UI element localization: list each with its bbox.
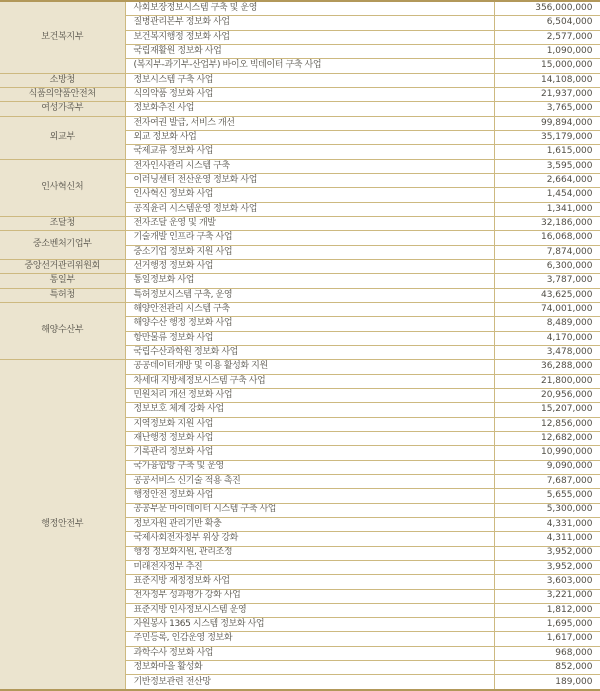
amount-cell: 6,300,000: [494, 259, 600, 273]
amount-cell: 15,000,000: [494, 59, 600, 73]
department-cell: 해양수산부: [0, 302, 125, 359]
project-name-cell: 기반정보관련 전산망: [125, 675, 494, 690]
amount-cell: 74,001,000: [494, 302, 600, 316]
amount-cell: 3,595,000: [494, 159, 600, 173]
amount-cell: 3,478,000: [494, 345, 600, 359]
amount-cell: 4,311,000: [494, 532, 600, 546]
project-name-cell: 특허정보시스템 구축, 운영: [125, 288, 494, 302]
project-name-cell: 중소기업 정보화 지원 사업: [125, 245, 494, 259]
project-name-cell: 자원봉사 1365 시스템 정보화 사업: [125, 618, 494, 632]
project-name-cell: 해양수산 행정 정보화 사업: [125, 317, 494, 331]
table-row: [0, 259, 600, 273]
amount-cell: 8,489,000: [494, 317, 600, 331]
project-name-cell: 공공데이터개방 및 이용 활성화 지원: [125, 360, 494, 374]
project-name-cell: 과학수사 정보화 사업: [125, 646, 494, 660]
project-name-cell: 국제교류 정보화 사업: [125, 145, 494, 159]
department-cell: 소방청: [0, 73, 125, 87]
amount-cell: 12,856,000: [494, 417, 600, 431]
project-name-cell: 통일정보화 사업: [125, 274, 494, 288]
project-name-cell: 국가융합망 구축 및 운영: [125, 460, 494, 474]
project-name-cell: 공공서비스 신기술 적용 촉진: [125, 474, 494, 488]
table-row: [0, 1, 600, 16]
project-name-cell: 공직윤리 시스템운영 정보화 사업: [125, 202, 494, 216]
amount-cell: 2,577,000: [494, 30, 600, 44]
amount-cell: 1,695,000: [494, 618, 600, 632]
amount-cell: 5,300,000: [494, 503, 600, 517]
amount-cell: 1,615,000: [494, 145, 600, 159]
project-name-cell: 식의약품 정보화 사업: [125, 88, 494, 102]
project-name-cell: (복지부-과기부-산업부) 바이오 빅데이터 구축 사업: [125, 59, 494, 73]
amount-cell: 1,090,000: [494, 45, 600, 59]
project-name-cell: 전자여권 발급, 서비스 개선: [125, 116, 494, 130]
amount-cell: 6,504,000: [494, 16, 600, 30]
project-name-cell: 질병관리본부 정보화 사업: [125, 16, 494, 30]
amount-cell: 32,186,000: [494, 216, 600, 230]
project-name-cell: 전자조달 운영 및 개발: [125, 216, 494, 230]
project-name-cell: 해양안전관리 시스템 구축: [125, 302, 494, 316]
table-row: [0, 231, 600, 245]
project-name-cell: 기술개발 인프라 구축 사업: [125, 231, 494, 245]
project-name-cell: 사회보장정보시스템 구축 및 운영: [125, 1, 494, 16]
project-name-cell: 보건복지행정 정보화 사업: [125, 30, 494, 44]
table-row: [0, 302, 600, 316]
project-name-cell: 정보보호 체계 강화 사업: [125, 403, 494, 417]
amount-cell: 1,341,000: [494, 202, 600, 216]
amount-cell: 3,787,000: [494, 274, 600, 288]
amount-cell: 35,179,000: [494, 131, 600, 145]
department-cell: 조달청: [0, 216, 125, 230]
amount-cell: 3,952,000: [494, 546, 600, 560]
amount-cell: 3,952,000: [494, 560, 600, 574]
amount-cell: 21,800,000: [494, 374, 600, 388]
project-name-cell: 행정안전 정보화 사업: [125, 489, 494, 503]
amount-cell: 189,000: [494, 675, 600, 690]
project-name-cell: 정보시스템 구축 사업: [125, 73, 494, 87]
budget-table-body: [0, 1, 600, 690]
amount-cell: 4,170,000: [494, 331, 600, 345]
project-name-cell: 국립재활원 정보화 사업: [125, 45, 494, 59]
amount-cell: 3,221,000: [494, 589, 600, 603]
project-name-cell: 국립수산과학원 정보화 사업: [125, 345, 494, 359]
amount-cell: 12,682,000: [494, 431, 600, 445]
amount-cell: 21,937,000: [494, 88, 600, 102]
table-row: [0, 88, 600, 102]
amount-cell: 1,812,000: [494, 603, 600, 617]
amount-cell: 968,000: [494, 646, 600, 660]
amount-cell: 4,331,000: [494, 517, 600, 531]
project-name-cell: 재난행정 정보화 사업: [125, 431, 494, 445]
amount-cell: 1,454,000: [494, 188, 600, 202]
project-name-cell: 국제사회전자정부 위상 강화: [125, 532, 494, 546]
amount-cell: 15,207,000: [494, 403, 600, 417]
department-cell: 행정안전부: [0, 360, 125, 690]
table-row: [0, 116, 600, 130]
table-row: [0, 102, 600, 116]
table-row: [0, 274, 600, 288]
department-cell: 외교부: [0, 116, 125, 159]
project-name-cell: 지역정보화 지원 사업: [125, 417, 494, 431]
department-cell: 식품의약품안전처: [0, 88, 125, 102]
project-name-cell: 정보화마을 활성화: [125, 661, 494, 675]
amount-cell: 1,617,000: [494, 632, 600, 646]
table-row: [0, 159, 600, 173]
amount-cell: 16,068,000: [494, 231, 600, 245]
project-name-cell: 전자인사관리 시스템 구축: [125, 159, 494, 173]
department-cell: 보건복지부: [0, 1, 125, 73]
project-name-cell: 선거행정 정보화 사업: [125, 259, 494, 273]
amount-cell: 43,625,000: [494, 288, 600, 302]
amount-cell: 7,874,000: [494, 245, 600, 259]
table-row: [0, 288, 600, 302]
department-cell: 중앙선거관리위원회: [0, 259, 125, 273]
project-name-cell: 정보자원 관리기반 확충: [125, 517, 494, 531]
project-name-cell: 민원처리 개선 정보화 사업: [125, 388, 494, 402]
amount-cell: 3,765,000: [494, 102, 600, 116]
project-name-cell: 표준지방 인사정보시스템 운영: [125, 603, 494, 617]
project-name-cell: 이러닝센터 전산운영 정보화 사업: [125, 173, 494, 187]
amount-cell: 9,090,000: [494, 460, 600, 474]
project-name-cell: 인사혁신 정보화 사업: [125, 188, 494, 202]
amount-cell: 36,288,000: [494, 360, 600, 374]
project-name-cell: 차세대 지방세정보시스템 구축 사업: [125, 374, 494, 388]
amount-cell: 10,990,000: [494, 446, 600, 460]
project-name-cell: 항만물류 정보화 사업: [125, 331, 494, 345]
project-name-cell: 미래전자정부 추진: [125, 560, 494, 574]
project-name-cell: 정보화추진 사업: [125, 102, 494, 116]
project-name-cell: 기록관리 정보화 사업: [125, 446, 494, 460]
amount-cell: 99,894,000: [494, 116, 600, 130]
project-name-cell: 행정 정보화지원, 관리조정: [125, 546, 494, 560]
table-row: [0, 216, 600, 230]
amount-cell: 7,687,000: [494, 474, 600, 488]
department-cell: 특허청: [0, 288, 125, 302]
project-name-cell: 전자정부 성과평가 강화 사업: [125, 589, 494, 603]
project-name-cell: 외교 정보화 사업: [125, 131, 494, 145]
amount-cell: 5,655,000: [494, 489, 600, 503]
table-row: [0, 73, 600, 87]
department-cell: 여성가족부: [0, 102, 125, 116]
amount-cell: 3,603,000: [494, 575, 600, 589]
project-name-cell: 주민등록, 인감운영 정보화: [125, 632, 494, 646]
department-cell: 인사혁신처: [0, 159, 125, 216]
amount-cell: 2,664,000: [494, 173, 600, 187]
department-cell: 중소벤처기업부: [0, 231, 125, 260]
project-name-cell: 공공부문 마이데이터 시스템 구축 사업: [125, 503, 494, 517]
project-name-cell: 표준지방 재정정보화 사업: [125, 575, 494, 589]
department-cell: 통일부: [0, 274, 125, 288]
amount-cell: 20,956,000: [494, 388, 600, 402]
amount-cell: 356,000,000: [494, 1, 600, 16]
table-row: [0, 360, 600, 374]
amount-cell: 852,000: [494, 661, 600, 675]
amount-cell: 14,108,000: [494, 73, 600, 87]
